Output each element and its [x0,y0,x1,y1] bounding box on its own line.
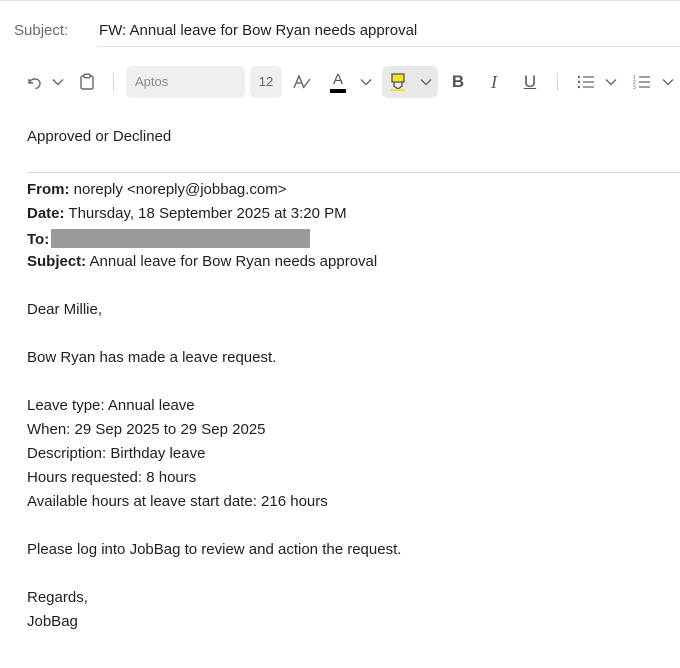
regards: Regards, [27,589,88,606]
date-value: Thursday, 18 September 2025 at 3:20 PM [64,205,347,222]
leave-type: Leave type: Annual leave [27,397,195,414]
leave-description: Description: Birthday leave [27,445,206,462]
bullet-list-icon[interactable] [576,72,596,92]
from-label: From: [27,181,70,198]
font-color-chevron-icon[interactable] [358,74,374,90]
svg-text:1: 1 [633,75,636,81]
subject-row [0,0,680,47]
numbered-list-icon[interactable] [632,72,652,92]
font-name-select[interactable]: Aptos [126,66,245,98]
font-size-select[interactable]: 12 [250,66,282,98]
request-line: Bow Ryan has made a leave request. [27,349,277,366]
forward-divider [27,172,680,173]
highlighter-icon[interactable] [386,70,410,94]
signature: JobBag [27,613,78,630]
toolbar-separator [557,73,558,91]
bullet-list-chevron-icon[interactable] [603,74,619,90]
subject-input[interactable]: FW: Annual leave for Bow Ryan needs approval [99,22,418,39]
svg-text:3: 3 [633,85,636,90]
to-line [27,229,310,248]
clipboard-icon[interactable] [77,72,97,92]
forwarded-subject-line [27,253,377,270]
subject-underline [97,46,680,47]
font-color-button[interactable] [328,70,348,94]
forwarded-subject-label: Subject: [27,253,87,270]
leave-when: When: 29 Sep 2025 to 29 Sep 2025 [27,421,266,438]
date-label: Date: [27,205,65,222]
available-hours: Available hours at leave start date: 216 hours [27,493,328,510]
svg-text:2: 2 [633,80,636,86]
font-color-letter: A [332,70,343,88]
numbered-list-chevron-icon[interactable] [660,74,676,90]
font-color-swatch [330,89,346,93]
subject-label: Subject: [14,22,69,39]
format-painter-icon[interactable] [291,72,313,92]
date-line [27,205,347,222]
from-value: noreply <noreply@jobbag.com> [69,181,287,198]
toolbar-separator [113,73,114,91]
instruction: Please log into JobBag to review and action the request. [27,541,402,558]
greeting: Dear Millie, [27,301,103,318]
to-label: To: [27,231,50,248]
underline-button[interactable]: U [523,72,537,91]
undo-dropdown-chevron-icon[interactable] [50,74,66,90]
forwarded-subject-value: Annual leave for Bow Ryan needs approval [86,253,378,270]
from-line [27,181,287,198]
message-intro[interactable]: Approved or Declined [27,128,172,145]
redacted-recipient [51,229,310,248]
undo-icon[interactable] [24,72,44,92]
highlight-chevron-icon[interactable] [418,74,434,90]
bold-button[interactable]: B [451,72,465,91]
hours-requested: Hours requested: 8 hours [27,469,197,486]
italic-button[interactable]: I [491,71,497,92]
